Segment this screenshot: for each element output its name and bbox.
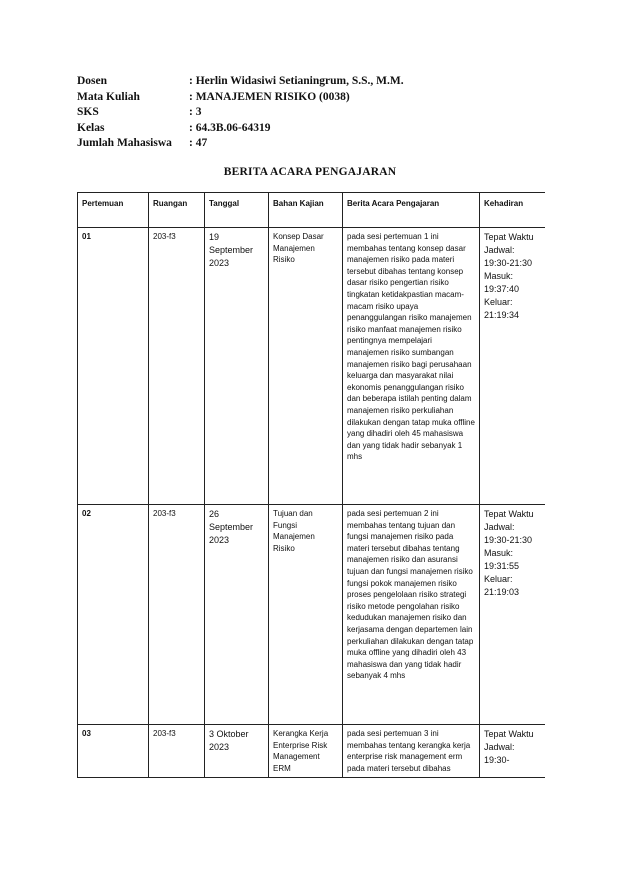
cell-bahan-kajian: Konsep Dasar Manajemen Risiko — [269, 228, 343, 505]
header-kehadiran: Kehadiran — [480, 193, 546, 228]
info-value: : 47 — [189, 137, 208, 149]
header-berita-acara: Berita Acara Pengajaran — [343, 193, 480, 228]
table-row — [78, 228, 546, 505]
cell-bahan-kajian: Tujuan dan Fungsi Manajemen Risiko — [269, 505, 343, 725]
table-row — [78, 505, 546, 725]
cell-berita-acara: pada sesi pertemuan 3 ini membahas tentang kerangka kerja enterprise risk management erm pada materi tersebut dibahas — [343, 725, 480, 778]
teaching-report-table — [77, 192, 545, 778]
info-row-mata-kuliah — [77, 90, 547, 106]
info-label: Jumlah Mahasiswa — [77, 137, 172, 149]
cell-ruangan: 203-f3 — [149, 505, 205, 725]
document-title: BERITA ACARA PENGAJARAN — [223, 166, 397, 178]
info-value: : 3 — [189, 106, 202, 118]
cell-ruangan: 203-f3 — [149, 725, 205, 778]
info-label: Dosen — [77, 75, 108, 87]
table-row — [78, 725, 546, 778]
header-bahan-kajian: Bahan Kajian — [269, 193, 343, 228]
cell-bahan-kajian: Kerangka Kerja Enterprise Risk Management ERM — [269, 725, 343, 778]
cell-tanggal: 3 Oktober 2023 — [205, 725, 269, 778]
header-tanggal: Tanggal — [205, 193, 269, 228]
cell-tanggal: 19 September 2023 — [205, 228, 269, 505]
cell-berita-acara: pada sesi pertemuan 2 ini membahas tentang tujuan dan fungsi manajemen risiko pada materi tersebut dibahas tentang manajemen risiko dan asuransi tujuan dan fungsi manajemen risiko fungsi pokok manajemen risiko proses pengelolaan risiko strategi risiko metode pengolahan risiko kedudukan manajemen risiko dan kerjasama dengan departemen lain perkuliahan dilakukan dengan tatap muka offline yang dihadiri oleh 43 mahasiswa dan yang tidak hadir sebanyak 4 mhs — [343, 505, 480, 725]
info-row-jumlah-mahasiswa — [77, 136, 547, 152]
cell-tanggal: 26 September 2023 — [205, 505, 269, 725]
table-header-row — [78, 193, 546, 228]
info-value: : Herlin Widasiwi Setianingrum, S.S., M.M. — [189, 75, 404, 87]
info-row-dosen — [77, 74, 547, 90]
course-info — [77, 74, 547, 152]
info-value: : 64.3B.06-64319 — [189, 121, 271, 134]
info-label: Mata Kuliah — [77, 90, 140, 103]
cell-ruangan: 203-f3 — [149, 228, 205, 505]
info-row-sks — [77, 105, 547, 121]
info-value: : MANAJEMEN RISIKO (0038) — [189, 90, 350, 103]
info-label: Kelas — [77, 121, 105, 134]
cell-kehadiran: Tepat Waktu Jadwal: 19:30-21:30 Masuk: 19:31:55 Keluar: 21:19:03 — [480, 505, 546, 725]
cell-pertemuan: 01 — [78, 228, 149, 505]
cell-pertemuan: 02 — [78, 505, 149, 725]
info-row-kelas — [77, 121, 547, 137]
cell-kehadiran: Tepat Waktu Jadwal: 19:30- — [480, 725, 546, 778]
header-ruangan: Ruangan — [149, 193, 205, 228]
cell-kehadiran: Tepat Waktu Jadwal: 19:30-21:30 Masuk: 19:37:40 Keluar: 21:19:34 — [480, 228, 546, 505]
info-label: SKS — [77, 106, 99, 118]
table-container — [77, 192, 545, 800]
header-pertemuan: Pertemuan — [78, 193, 149, 228]
cell-pertemuan: 03 — [78, 725, 149, 778]
cell-berita-acara: pada sesi pertemuan 1 ini membahas tentang konsep dasar manajemen risiko pada materi tersebut dibahas tentang konsep dasar risiko pengertian risiko tingkatan ketidakpastian macam-macam risiko upaya penanggulangan risiko manajemen risiko manfaat manajemen risiko pentingnya mempelajari manajemen risiko sumbangan manajemen risiko bagi perusahaan keluarga dan masyarakat nilai ekonomis penanggulangan risiko dan beberapa istilah penting dalam manajemen risiko perkuliahan dilakukan dengan tatap muka offline yang dihadiri oleh 45 mahasiswa dan yang tidak hadir sebanyak 1 mhs — [343, 228, 480, 505]
